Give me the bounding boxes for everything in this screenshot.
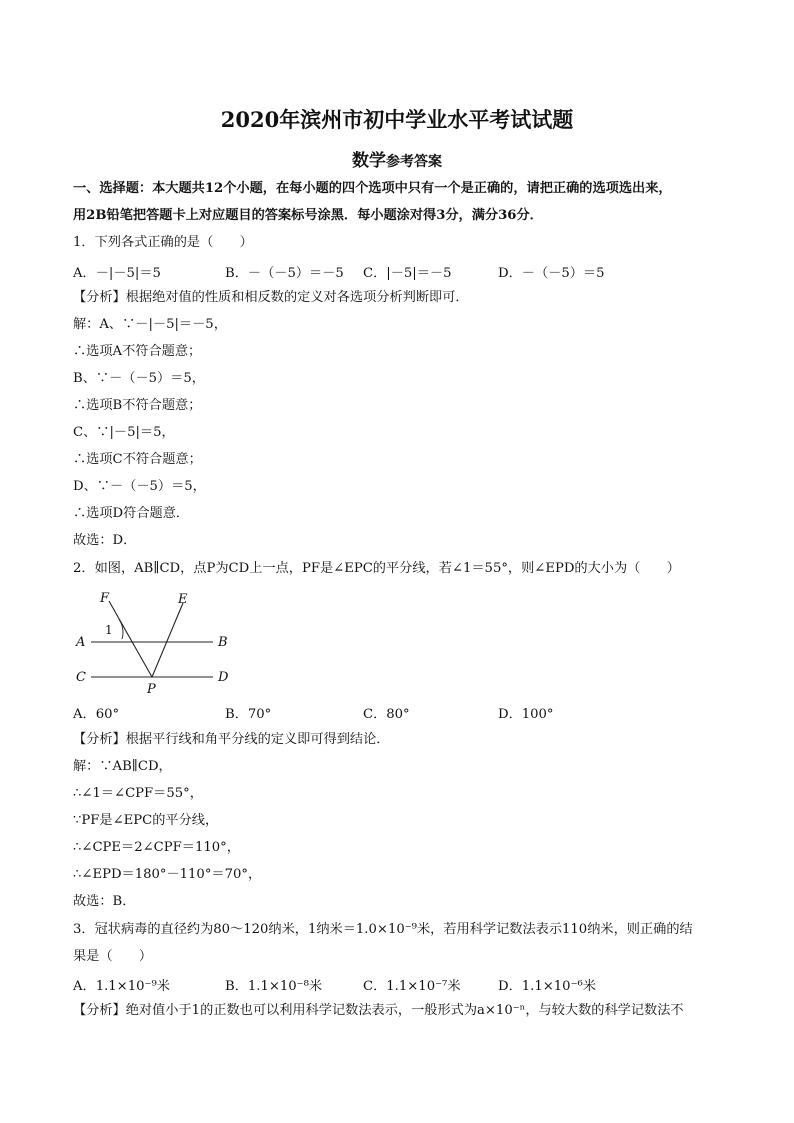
q2-option-d: D．100° (498, 707, 554, 722)
q1-solution-line: ∴选项C不符合题意； (73, 452, 202, 467)
q3-analysis: 【分析】绝对值小于1的正数也可以利用科学记数法表示，一般形式为a×10⁻ⁿ，与较大数的科学记数法不 (73, 1003, 684, 1018)
q2-solution-line: ∴∠CPE＝2∠CPF＝110°， (73, 840, 240, 855)
q1-option-a: A．－|－5|＝5 (73, 266, 161, 281)
section-instruction-line-2: 用2B铅笔把答题卡上对应题目的答案标号涂黑．每小题涂对得3分，满分36分． (73, 208, 543, 223)
label-c: C (76, 670, 86, 685)
q1-solution-line: ∴选项B不符合题意； (73, 398, 202, 413)
q2-answer: 故选：B． (73, 894, 136, 909)
q1-option-b: B．－（－5）＝－5 (225, 266, 344, 281)
q1-solution-line: 解：A、∵－|－5|＝－5， (73, 317, 227, 332)
label-p: P (147, 682, 156, 697)
q2-option-a: A．60° (73, 707, 120, 722)
q2-solution-line: ∵PF是∠EPC的平分线， (73, 813, 219, 828)
q3-option-c: C．1.1×10⁻⁷米 (363, 979, 461, 994)
page-subtitle (0, 146, 794, 171)
q1-solution-line: B、∵－（－5）＝5， (73, 371, 205, 386)
q2-solution-line: ∴∠EPD＝180°－110°＝70°， (73, 867, 262, 882)
q1-solution-line: ∴选项A不符合题意； (73, 344, 202, 359)
q2-option-c: C．80° (363, 707, 410, 722)
q3-option-d: D．1.1×10⁻⁶米 (498, 979, 596, 994)
q3-option-b: B．1.1×10⁻⁸米 (225, 979, 323, 994)
subtitle-main: 数学 (352, 151, 386, 171)
line-pf (109, 601, 152, 677)
q1-stem: 1．下列各式正确的是（ ） (73, 235, 253, 250)
label-a: A (76, 635, 86, 650)
q2-option-b: B．70° (225, 707, 272, 722)
q1-option-c: C．|－5|＝－5 (363, 266, 452, 281)
q1-answer: 故选：D． (73, 533, 137, 548)
label-f: F (100, 591, 110, 606)
q2-solution-line: ∴∠1＝∠CPF＝55°， (73, 786, 203, 801)
q1-solution-line: ∴选项D符合题意． (73, 506, 190, 521)
label-b: B (218, 635, 228, 650)
q3-option-a: A．1.1×10⁻⁹米 (73, 979, 170, 994)
page-title: 2020年滨州市初中学业水平考试试题 (220, 107, 574, 132)
q2-geometry-figure (73, 587, 243, 697)
subtitle-small: 参考答案 (386, 154, 442, 170)
q3-stem-line-1: 3．冠状病毒的直径约为80～120纳米，1纳米＝1.0×10⁻⁹米，若用科学记数法表示110纳米，则正确的结 (73, 922, 693, 937)
q2-analysis: 【分析】根据平行线和角平分线的定义即可得到结论． (73, 732, 390, 747)
label-d: D (218, 670, 229, 685)
q1-solution-line: D、∵－（－5）＝5， (73, 479, 206, 494)
section-instruction-line-1: 一、选择题：本大题共12个小题，在每小题的四个选项中只有一个是正确的，请把正确的选项选出来， (73, 181, 672, 196)
q1-option-d: D．－（－5）＝5 (498, 266, 605, 281)
label-e: E (178, 592, 188, 607)
q3-stem-line-2: 果是（ ） (73, 949, 153, 964)
angle-1-arc (119, 619, 123, 639)
line-pe (152, 603, 183, 677)
q2-solution-line: 解：∵AB∥CD， (73, 759, 172, 774)
label-angle-1: 1 (105, 623, 113, 637)
q1-solution-line: C、∵|－5|＝5， (73, 425, 175, 440)
q2-stem: 2．如图，AB∥CD，点P为CD上一点，PF是∠EPC的平分线，若∠1＝55°，则∠EPD的大小为（ ） (73, 561, 680, 576)
q1-analysis: 【分析】根据绝对值的性质和相反数的定义对各选项分析判断即可． (73, 290, 469, 305)
